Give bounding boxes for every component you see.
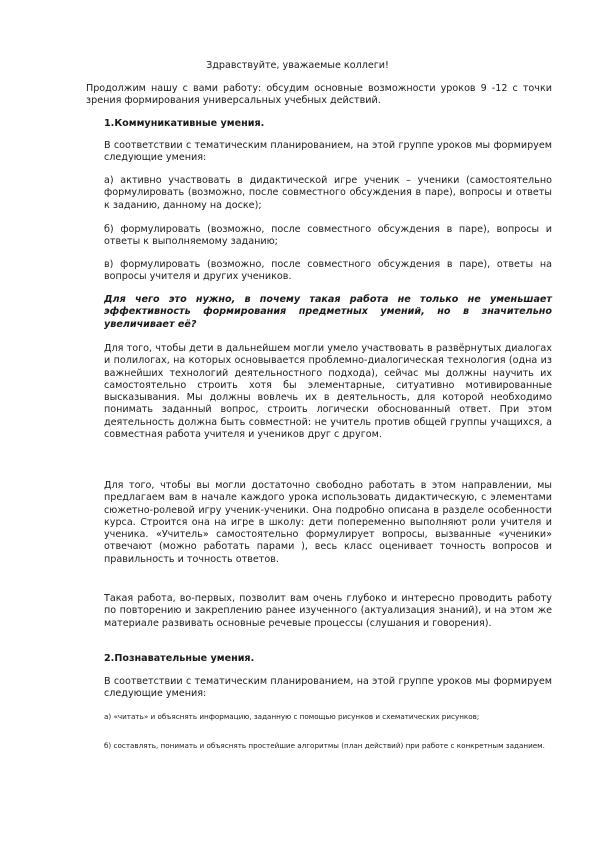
section1-item-a: а) активно участвовать в дидактической игре ученик – ученики (самостоятельно формулировать (возможно, после совместного обсуждения в паре), вопросы и ответы к заданию, данному на доске);: [104, 175, 552, 211]
section2-item-b: б) составлять, понимать и объяснять простейшие алгоритмы (план действий) при работе с конкретным заданием.: [104, 741, 545, 750]
section1-heading: 1.Коммуникативные умения.: [104, 118, 265, 129]
section2-lead: В соответствии с тематическим планированием, на этой группе уроков мы формируем следующие умения:: [104, 676, 552, 700]
section1-lead: В соответствии с тематическим планированием, на этой группе уроков мы формируем следующие умения:: [104, 140, 552, 164]
section1-paragraph-1: Для того, чтобы дети в дальнейшем могли умело участвовать в развёрнутых диалогах и полилогах, на которых основывается проблемно-диалогическая технология (одна из важнейших технологий деятельностного подхода), сейчас мы должны научить их самостоятельно строить хотя бы элементарные, ситуативно мотивированные высказывания. Мы должны вовлечь их в деятельность, для которой необходимо понимать заданный вопрос, строить логически обоснованный ответ. При этом деятельность должна быть совместной: не учитель против общей группы учащихся, а совместная работа учителя и учеников друг с другом.: [104, 343, 552, 441]
section1-item-c: в) формулировать (возможно, после совместного обсуждения в паре), ответы на вопросы учителя и других учеников.: [104, 259, 552, 283]
section1-question: Для чего это нужно, в почему такая работа не только не уменьшает эффективность формирования предметных умений, но в значительно увеличивает её?: [104, 294, 552, 330]
section1-paragraph-3: Такая работа, во-первых, позволит вам очень глубоко и интересно проводить работу по повторению и закреплению ранее изученного (актуализация знаний), и на этом же материале развивать основные речевые процессы (слушания и говорения).: [104, 593, 552, 629]
section2-item-a: а) «читать» и объяснять информацию, заданную с помощью рисунков и схематических рисунков;: [104, 712, 480, 721]
section2-heading: 2.Познавательные умения.: [104, 653, 255, 664]
greeting: Здравствуйте, уважаемые коллеги!: [206, 60, 389, 71]
section1-paragraph-2: Для того, чтобы вы могли достаточно свободно работать в этом направлении, мы предлагаем вам в начале каждого урока использовать дидактическую, с элементами сюжетно-ролевой игру ученик-ученики. Она подробно описана в разделе особенности курса. Строится она на игре в школу: дети попеременно выполняют роли учителя и ученика. «Учитель» самостоятельно формулирует вопросы, вызванные «ученики» отвечают (можно работать парами ), весь класс оценивает точность вопросов и правильность и точность ответов.: [104, 480, 552, 565]
section1-item-b: б) формулировать (возможно, после совместного обсуждения в паре), вопросы и ответы к выполняемому заданию;: [104, 224, 552, 248]
intro-paragraph: Продолжим нашу с вами работу: обсудим основные возможности уроков 9 -12 с точки зрения формирования универсальных учебных действий.: [86, 83, 552, 107]
